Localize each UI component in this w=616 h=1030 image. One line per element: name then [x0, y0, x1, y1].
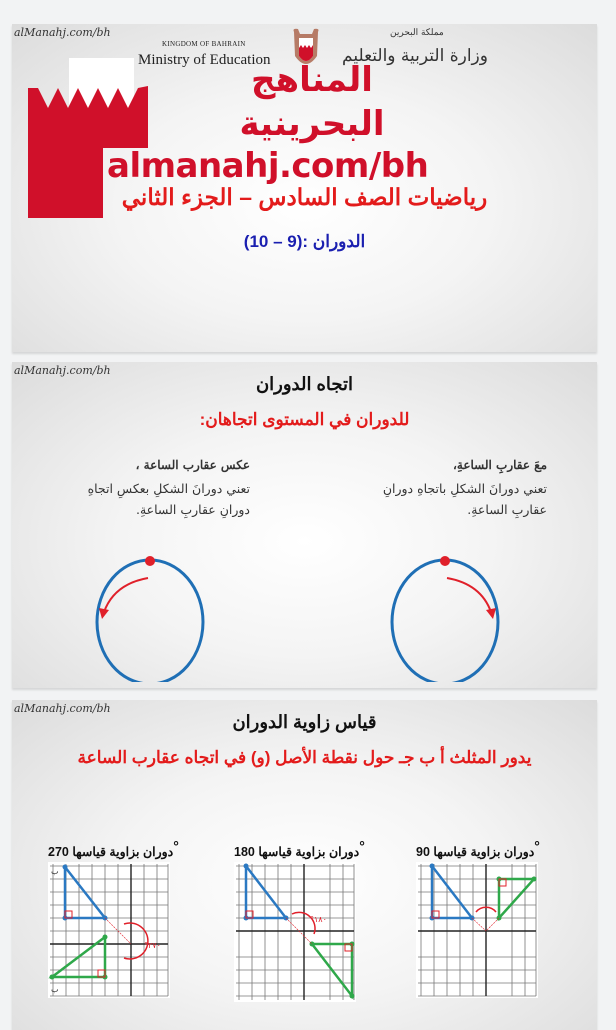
slide-rotation-direction	[12, 362, 597, 688]
coordinate-grid-270	[48, 862, 170, 998]
lesson-subtitle: (10 – 9): الدوران	[243, 232, 366, 251]
watermark: alManahj.com/bh	[14, 26, 111, 39]
graph-rotation-180	[234, 838, 365, 1002]
graph-rotation-270	[48, 838, 179, 998]
svg-text:ب: ب	[51, 867, 59, 877]
svg-text:ب: ب	[51, 985, 59, 995]
slide-title	[12, 24, 597, 352]
counterclockwise-desc-line1: تعني دورانَ الشكلِ بعكسِ اتجاهِ	[87, 481, 250, 496]
watermark: alManahj.com/bh	[14, 702, 111, 715]
page-title: رياضيات الصف السادس – الجزء الثاني	[121, 184, 488, 210]
slide-heading: اتجاه الدوران	[255, 374, 354, 394]
clockwise-desc-line1: تعني دورانَ الشكلِ باتجاهِ دورانِ	[382, 481, 547, 496]
counterclockwise-circle-icon	[92, 552, 212, 682]
watermark: alManahj.com/bh	[14, 364, 111, 377]
clockwise-description	[367, 458, 547, 520]
ministry-ar-label: وزارة التربية والتعليم	[342, 46, 488, 66]
coordinate-grid-180	[234, 862, 356, 1002]
coordinate-grid-90	[416, 862, 538, 998]
kingdom-ar-label: مملكة البحرين	[390, 28, 444, 38]
clockwise-circle-icon	[387, 552, 507, 682]
counterclockwise-description	[70, 458, 250, 520]
brand-name-line2: البحرينية	[239, 104, 385, 144]
clockwise-title: معَ عقاربِ الساعةِ،	[453, 458, 547, 472]
kingdom-en-label: KINGDOM OF BAHRAIN	[162, 40, 246, 48]
clockwise-desc-line2: عقاربِ الساعةِ.	[467, 502, 547, 517]
svg-text:°١٨٠: °١٨٠	[310, 915, 327, 925]
slide-subheading: يدور المثلث أ ب جـ حول نقطة الأصل (و) في اتجاه عقارب الساعة	[77, 748, 532, 767]
graph-title: دوران بزاوية قياسها 90 °	[416, 838, 540, 860]
brand-url: almanahj.com/bh	[107, 146, 429, 186]
graph-title: دوران بزاوية قياسها 270 °	[48, 838, 179, 860]
graph-rotation-90	[416, 838, 540, 998]
graph-title: دوران بزاوية قياسها 180 °	[234, 838, 365, 860]
slide-heading: قياس زاوية الدوران	[232, 712, 377, 732]
slide-subheading: للدوران في المستوى اتجاهان:	[199, 410, 410, 429]
counterclockwise-desc-line2: دورانِ عقاربِ الساعةِ.	[135, 502, 250, 517]
ministry-en-label: Ministry of Education	[138, 52, 271, 68]
slide-rotation-angle	[12, 700, 597, 1030]
svg-text:°٢٧٠: °٢٧٠	[144, 941, 161, 951]
brand-name-line1: المناهج	[251, 60, 373, 100]
counterclockwise-title: عكس عقارب الساعة ،	[135, 458, 250, 472]
